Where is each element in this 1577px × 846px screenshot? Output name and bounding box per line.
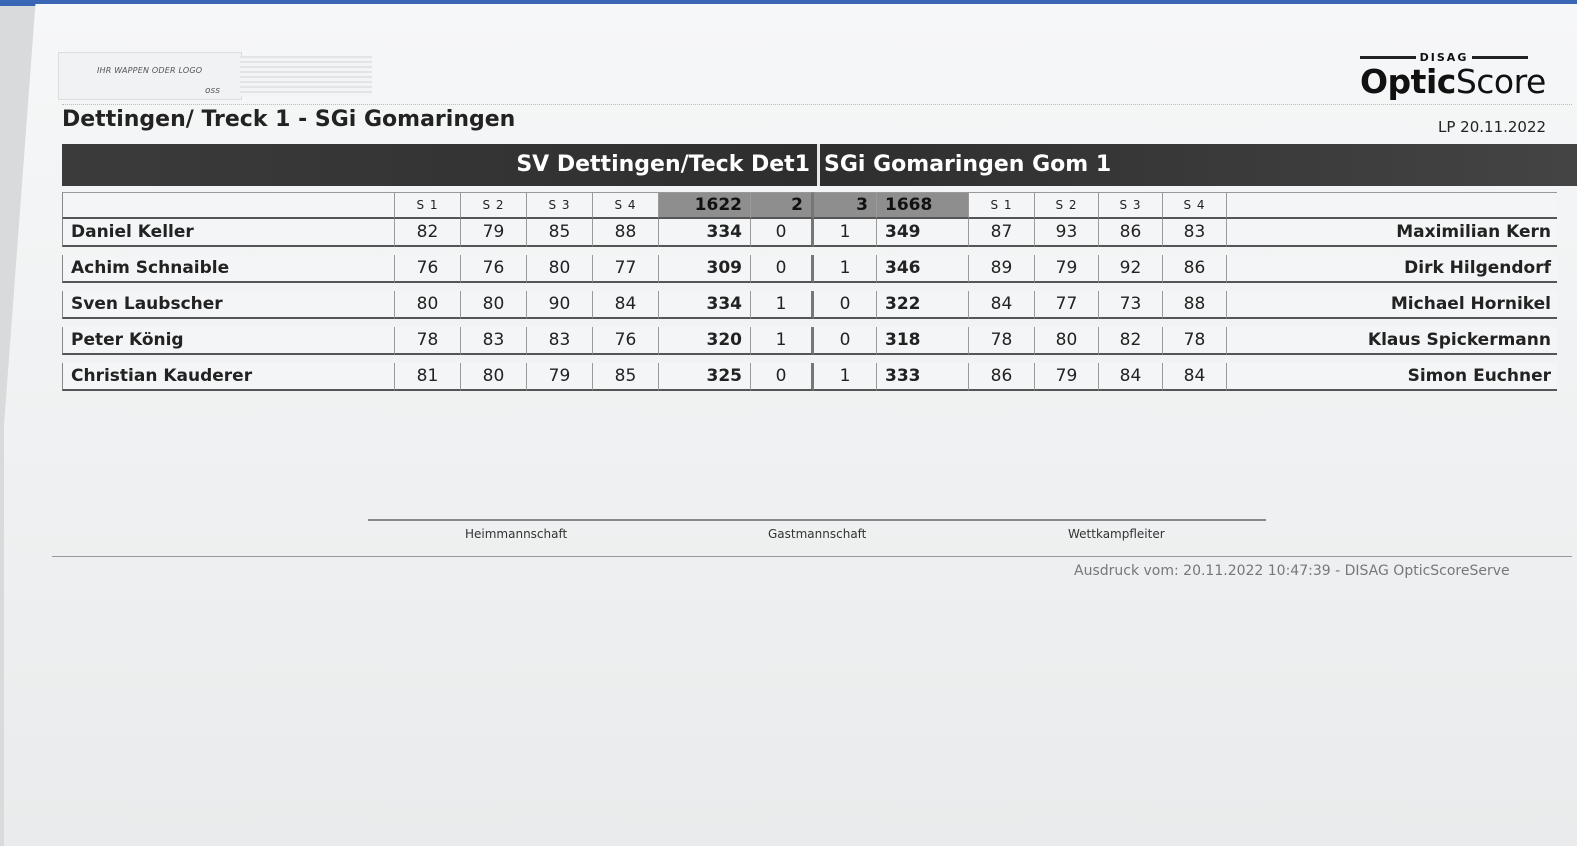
guest-total: 333 [877, 363, 969, 391]
guest-s1: 86 [969, 363, 1035, 391]
guest-player-name: Michael Hornikel [1227, 291, 1557, 319]
guest-s3: 82 [1099, 327, 1163, 355]
logo-placeholder-text: IHR WAPPEN ODER LOGO [97, 66, 203, 75]
home-player-name: Christian Kauderer [62, 363, 395, 391]
logo-placeholder [58, 52, 242, 100]
header-guest-s4: S 4 [1163, 192, 1227, 219]
home-s4: 84 [593, 291, 659, 319]
home-player-name: Peter König [62, 327, 395, 355]
header-home-s4: S 4 [593, 192, 659, 219]
team-divider [817, 144, 820, 186]
guest-point: 0 [814, 291, 877, 319]
guest-player-name: Klaus Spickermann [1227, 327, 1557, 355]
home-total: 325 [659, 363, 751, 391]
guest-s2: 80 [1035, 327, 1099, 355]
guest-s1: 89 [969, 255, 1035, 283]
logo-lines-decoration [240, 56, 372, 96]
home-point: 1 [751, 291, 814, 319]
home-s4: 85 [593, 363, 659, 391]
signature-line [368, 519, 1266, 521]
header-guest-s1: S 1 [969, 192, 1035, 219]
home-s2: 83 [461, 327, 527, 355]
home-s4: 88 [593, 219, 659, 247]
home-team-total: 1622 [659, 192, 751, 219]
row-gap [62, 247, 1557, 255]
home-s2: 76 [461, 255, 527, 283]
guest-s3: 73 [1099, 291, 1163, 319]
signature-home: Heimmannschaft [465, 527, 568, 541]
row-gap [62, 283, 1557, 291]
home-team-name: SV Dettingen/Teck Det1 [516, 152, 810, 177]
signature-referee: Wettkampfleiter [1068, 527, 1165, 541]
home-point: 0 [751, 363, 814, 391]
home-point: 0 [751, 219, 814, 247]
home-total: 334 [659, 291, 751, 319]
home-total: 320 [659, 327, 751, 355]
header-home-s3: S 3 [527, 192, 593, 219]
score-table [62, 192, 1557, 391]
home-total: 334 [659, 219, 751, 247]
opticscore-logo [1360, 50, 1570, 102]
guest-player-name: Maximilian Kern [1227, 219, 1557, 247]
home-s4: 77 [593, 255, 659, 283]
header-home-s1: S 1 [395, 192, 461, 219]
table-row [62, 291, 1557, 319]
table-row [62, 219, 1557, 247]
guest-s4: 83 [1163, 219, 1227, 247]
row-gap [62, 355, 1557, 363]
guest-s4: 86 [1163, 255, 1227, 283]
home-s2: 79 [461, 219, 527, 247]
home-s3: 83 [527, 327, 593, 355]
guest-point: 1 [814, 255, 877, 283]
guest-s4: 88 [1163, 291, 1227, 319]
guest-s1: 78 [969, 327, 1035, 355]
home-s1: 82 [395, 219, 461, 247]
guest-s3: 86 [1099, 219, 1163, 247]
guest-total: 322 [877, 291, 969, 319]
guest-point: 0 [814, 327, 877, 355]
table-row [62, 363, 1557, 391]
header-empty-guest [1227, 192, 1557, 219]
home-total: 309 [659, 255, 751, 283]
guest-s2: 79 [1035, 255, 1099, 283]
opticscore-wordmark: OpticScore [1360, 62, 1546, 101]
guest-point: 1 [814, 219, 877, 247]
guest-s4: 84 [1163, 363, 1227, 391]
guest-s4: 78 [1163, 327, 1227, 355]
header-guest-s3: S 3 [1099, 192, 1163, 219]
guest-s3: 84 [1099, 363, 1163, 391]
table-row [62, 327, 1557, 355]
footer-divider [52, 556, 1572, 557]
disag-label: DISAG [1419, 50, 1469, 64]
table-row [62, 255, 1557, 283]
guest-team-total: 1668 [877, 192, 969, 219]
home-s1: 81 [395, 363, 461, 391]
guest-point: 1 [814, 363, 877, 391]
guest-s2: 93 [1035, 219, 1099, 247]
home-s3: 85 [527, 219, 593, 247]
home-player-name: Daniel Keller [62, 219, 395, 247]
header-empty-home [62, 192, 395, 219]
guest-team-name: SGi Gomaringen Gom 1 [824, 152, 1112, 177]
team-header-bar [62, 144, 1577, 186]
guest-team-points: 3 [814, 192, 877, 219]
home-point: 0 [751, 255, 814, 283]
row-gap [62, 319, 1557, 327]
score-header-row [62, 192, 1557, 219]
discipline-date: LP 20.11.2022 [1438, 118, 1547, 136]
header-divider [62, 104, 1572, 105]
home-s2: 80 [461, 363, 527, 391]
header-home-s2: S 2 [461, 192, 527, 219]
home-point: 1 [751, 327, 814, 355]
header-guest-s2: S 2 [1035, 192, 1099, 219]
home-player-name: Achim Schnaible [62, 255, 395, 283]
guest-player-name: Dirk Hilgendorf [1227, 255, 1557, 283]
home-s3: 79 [527, 363, 593, 391]
home-s4: 76 [593, 327, 659, 355]
home-s1: 80 [395, 291, 461, 319]
guest-total: 346 [877, 255, 969, 283]
guest-total: 318 [877, 327, 969, 355]
guest-s1: 84 [969, 291, 1035, 319]
guest-player-name: Simon Euchner [1227, 363, 1557, 391]
print-timestamp: Ausdruck vom: 20.11.2022 10:47:39 - DISAG OpticScoreServe [1074, 563, 1510, 579]
home-s1: 78 [395, 327, 461, 355]
logo-oss-text: oss [205, 86, 220, 96]
match-title: Dettingen/ Treck 1 - SGi Gomaringen [62, 107, 516, 132]
guest-total: 349 [877, 219, 969, 247]
guest-s2: 79 [1035, 363, 1099, 391]
home-s3: 90 [527, 291, 593, 319]
home-team-points: 2 [751, 192, 814, 219]
guest-s3: 92 [1099, 255, 1163, 283]
guest-s1: 87 [969, 219, 1035, 247]
signature-guest: Gastmannschaft [768, 527, 867, 541]
home-s2: 80 [461, 291, 527, 319]
home-s1: 76 [395, 255, 461, 283]
guest-s2: 77 [1035, 291, 1099, 319]
home-player-name: Sven Laubscher [62, 291, 395, 319]
home-s3: 80 [527, 255, 593, 283]
